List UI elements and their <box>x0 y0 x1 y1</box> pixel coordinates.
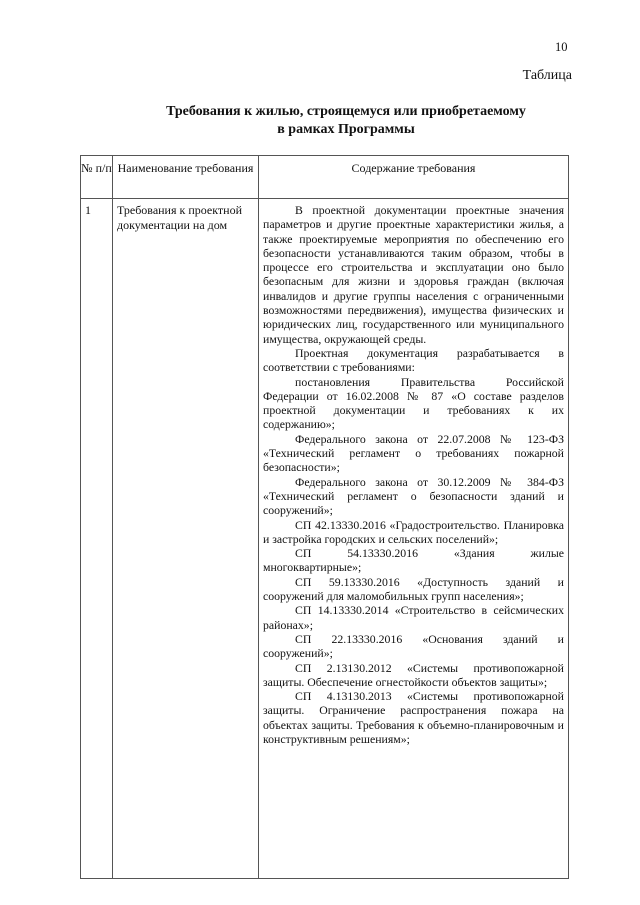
content-paragraph: СП 59.13330.2016 «Доступность зданий и сооружений для маломобильных групп населения»; <box>263 574 564 604</box>
header-name: Наименование требования <box>113 156 259 199</box>
header-num: № п/п <box>81 156 113 199</box>
page-number: 10 <box>555 40 568 54</box>
content-paragraph: СП 22.13330.2016 «Основания зданий и сооружений»; <box>263 631 564 661</box>
heading-line-1: Требования к жилью, строящемуся или приобретаемому <box>166 104 526 119</box>
requirements-table <box>80 155 569 879</box>
content-paragraph: Проектная документация разрабатывается в соответствии с требованиями: <box>263 345 564 375</box>
content-paragraph: постановления Правительства Российской Федерации от 16.02.2008 № 87 «О составе разделов проектной документации и требованиях к их содержанию»; <box>263 374 564 432</box>
content-paragraph: СП 14.13330.2014 «Строительство в сейсмических районах»; <box>263 603 564 632</box>
content-paragraph: Федерального закона от 30.12.2009 № 384-ФЗ «Технический регламент о безопасности зданий и сооружений»; <box>263 474 564 518</box>
content-paragraph: СП 54.13330.2016 «Здания жилые многоквартирные»; <box>263 546 564 575</box>
content-paragraph: СП 42.13330.2016 «Градостроительство. Планировка и застройка городских и сельских поселений»; <box>263 517 564 546</box>
header-content: Содержание требования <box>259 156 569 199</box>
table-header-row <box>81 156 569 199</box>
document-heading <box>80 103 612 139</box>
row-name: Требования к проектной документации на дом <box>113 199 259 879</box>
content-paragraph: Федерального закона от 22.07.2008 № 123-ФЗ «Технический регламент о требованиях пожарной безопасности»; <box>263 431 564 475</box>
table-label: Таблица <box>522 68 572 83</box>
table-row <box>81 199 569 879</box>
row-num: 1 <box>81 199 113 879</box>
row-content <box>259 199 569 879</box>
content-paragraph: В проектной документации проектные значения параметров и другие проектные характеристики жилья, а также проектируемые мероприятия по обеспечению его безопасности устанавливаются таким образом, чтобы в процессе его строительства и эксплуатации оно было безопасным для жизни и здоровья граждан (включая инвалидов и другие группы населения с ограниченными возможностями передвижения), имущества физических и юридических лиц, государственного или муниципального имущества, окружающей среды. <box>263 203 564 346</box>
content-paragraph: СП 2.13130.2012 «Системы противопожарной защиты. Обеспечение огнестойкости объектов защиты»; <box>263 660 564 689</box>
heading-line-2: в рамках Программы <box>277 122 415 137</box>
content-paragraph: СП 4.13130.2013 «Системы противопожарной защиты. Ограничение распространения пожара на объектах защиты. Требования к объемно-планировочным и конструктивным решениям»; <box>263 689 564 746</box>
